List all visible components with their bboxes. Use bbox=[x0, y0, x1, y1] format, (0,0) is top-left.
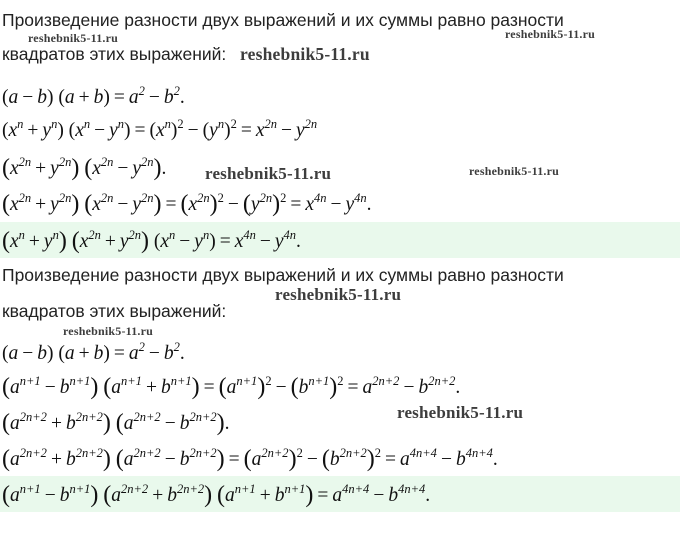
section2-line2: квадратов этих выражений: bbox=[2, 301, 227, 321]
section2-formula3: $(a^{2n+2} + b^{2n+2}) (a^{2n+2} - b^{2n+2})$. bbox=[2, 410, 230, 436]
watermark: reshebnik5-11.ru bbox=[240, 44, 370, 64]
section1-formula2: $(x^n + y^n) (x^n - y^n) = (x^n)^2 - (y^n)^2 = x^{2n} - y^{2n}$ bbox=[2, 117, 318, 141]
section1-formula4: $(x^{2n} + y^{2n}) (x^{2n} - y^{2n}) = (x^{2n})^2 - (y^{2n})^2 = x^{4n} - y^{4n}$. bbox=[2, 191, 372, 217]
watermark: reshebnik5-11.ru bbox=[469, 164, 559, 178]
section2-formula2: $(a^{n+1} - b^{n+1}) (a^{n+1} + b^{n+1}) = (a^{n+1})^2 - (b^{n+1})^2 = a^{2n+2} - b^{2n+2}$. bbox=[2, 374, 461, 400]
watermark: reshebnik5-11.ru bbox=[505, 27, 595, 41]
section1-formula5-highlighted: $(x^n + y^n) (x^{2n} + y^{2n}) (x^n - y^n) = x^{4n} - y^{4n}$. bbox=[2, 228, 301, 254]
section2-formula5-highlighted: $(a^{n+1} - b^{n+1}) (a^{2n+2} + b^{2n+2}) (a^{n+1} + b^{n+1}) = a^{4n+4} - b^{4n+4}$. bbox=[2, 482, 431, 508]
watermark: reshebnik5-11.ru bbox=[63, 324, 153, 338]
section1-line2: квадратов этих выражений: bbox=[2, 44, 227, 64]
watermark: reshebnik5-11.ru bbox=[28, 31, 118, 45]
watermark: reshebnik5-11.ru bbox=[275, 285, 402, 304]
section2-formula4: $(a^{2n+2} + b^{2n+2}) (a^{2n+2} - b^{2n+2}) = (a^{2n+2})^2 - (b^{2n+2})^2 = a^{4n+4} - b^{4n+4}$. bbox=[2, 446, 498, 472]
section1-formula1: (a − b) $(a + b) = a^2 - b^2$. bbox=[2, 84, 185, 108]
watermark: reshebnik5-11.ru bbox=[397, 403, 524, 422]
watermark: reshebnik5-11.ru bbox=[205, 164, 332, 183]
section2-line1: Произведение разности двух выражений и их суммы равно разности bbox=[2, 265, 564, 285]
section1-formula3: $(x^{2n} + y^{2n}) (x^{2n} - y^{2n})$. bbox=[2, 155, 167, 181]
section1-line1: Произведение разности двух выражений и их суммы равно разности bbox=[2, 10, 564, 30]
section2-formula1: (a − b) $(a + b) = a^2 - b^2$. bbox=[2, 340, 185, 364]
